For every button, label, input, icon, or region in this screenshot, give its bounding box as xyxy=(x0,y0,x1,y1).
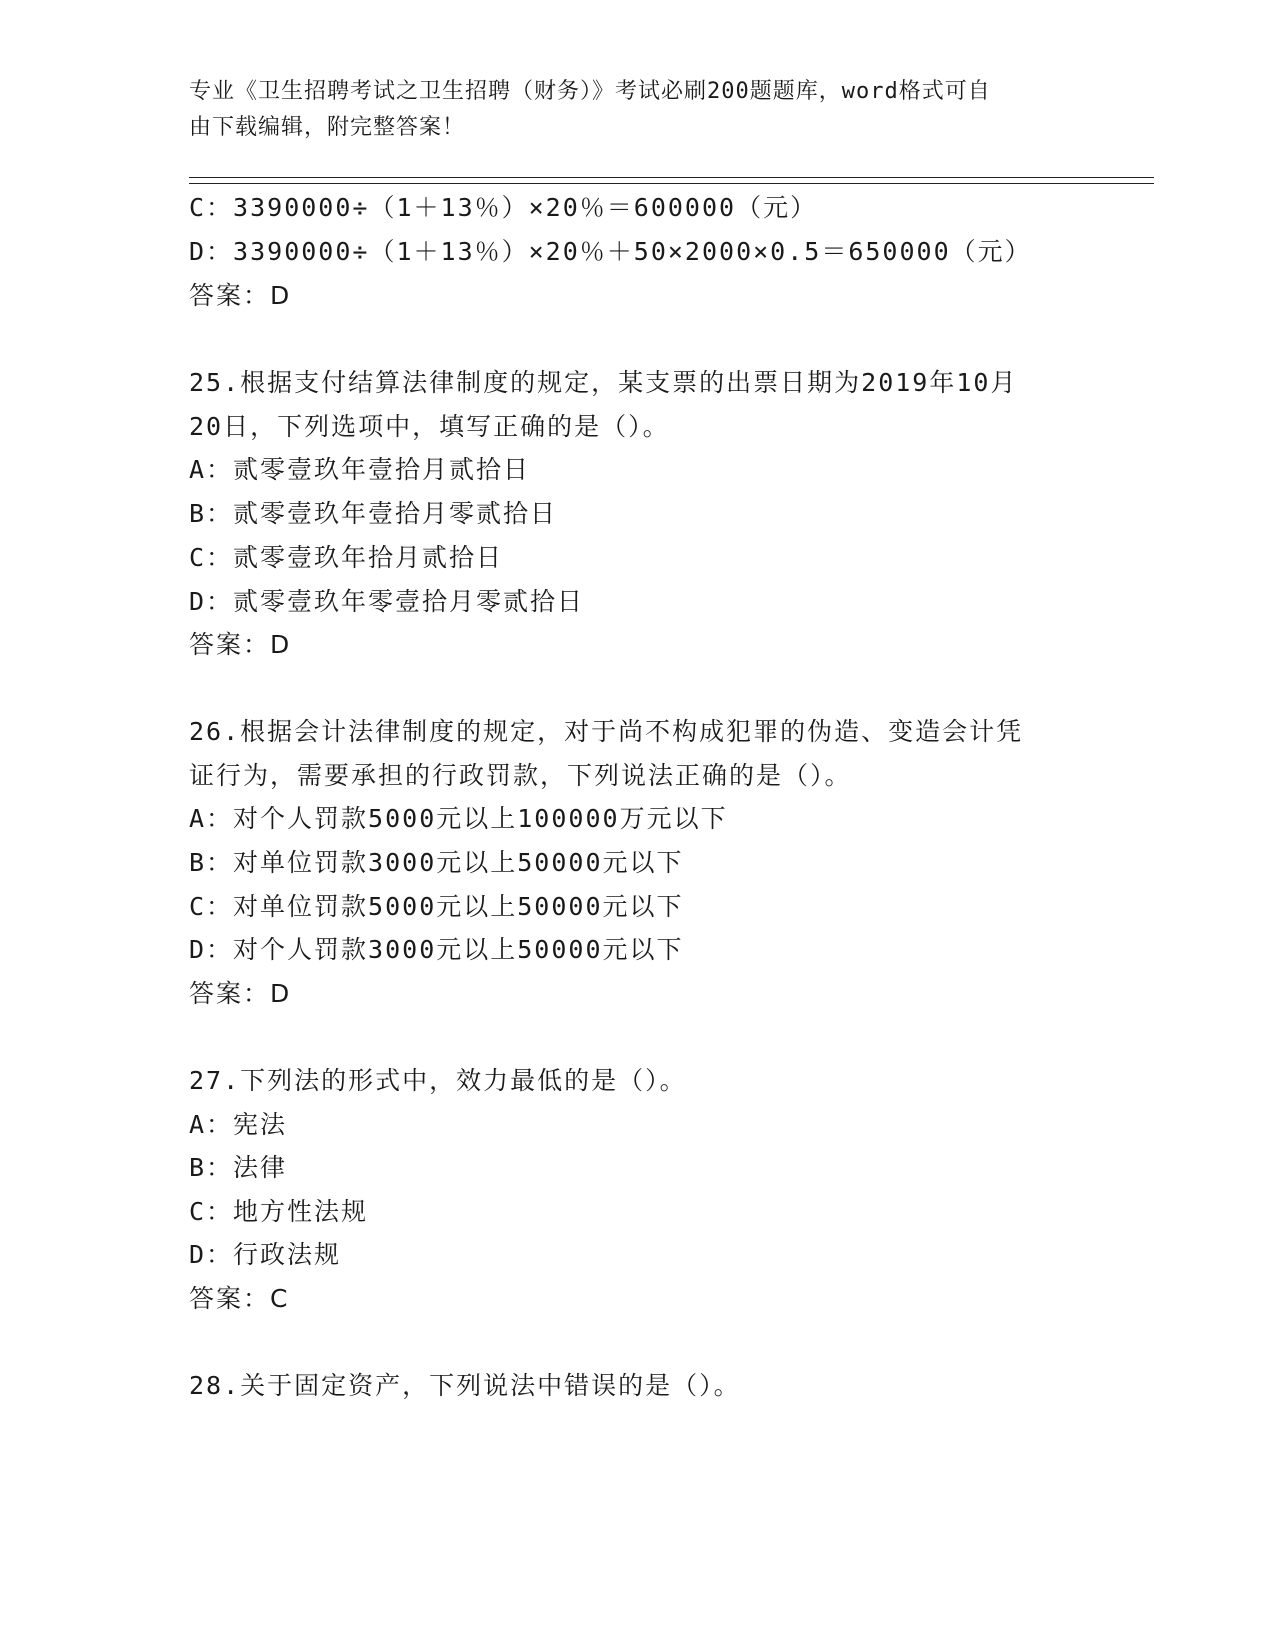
q25-stem-line-1: 25.根据支付结算法律制度的规定，某支票的出票日期为2019年10月 xyxy=(189,368,1018,397)
header-line-1: 专业《卫生招聘考试之卫生招聘（财务）》考试必刷200题题库，word格式可自 xyxy=(189,79,991,104)
q26-option-b: B：对单位罚款3000元以上50000元以下 xyxy=(189,848,684,877)
q27-option-c: C：地方性法规 xyxy=(189,1197,369,1226)
q27-stem-line-1: 27.下列法的形式中，效力最低的是（）。 xyxy=(189,1066,687,1095)
header-divider-bottom xyxy=(189,183,1154,184)
document-header xyxy=(189,74,1089,146)
prev-answer: 答案：D xyxy=(189,281,292,310)
q25-option-c: C：贰零壹玖年拾月贰拾日 xyxy=(189,543,504,572)
q25-option-d: D：贰零壹玖年零壹拾月零贰拾日 xyxy=(189,587,585,616)
q26-option-a: A：对个人罚款5000元以上100000万元以下 xyxy=(189,804,728,833)
q28-stem-line-1: 28.关于固定资产，下列说法中错误的是（）。 xyxy=(189,1371,741,1400)
header-line-2: 由下载编辑，附完整答案！ xyxy=(189,115,466,140)
q27-option-a: A：宪法 xyxy=(189,1110,288,1139)
q25-stem-line-2: 20日，下列选项中，填写正确的是（）。 xyxy=(189,412,670,441)
q26-stem-line-1: 26.根据会计法律制度的规定，对于尚不构成犯罪的伪造、变造会计凭 xyxy=(189,717,1024,746)
q26-option-c: C：对单位罚款5000元以上50000元以下 xyxy=(189,892,684,921)
q26-option-d: D：对个人罚款3000元以上50000元以下 xyxy=(189,935,684,964)
q25-option-b: B：贰零壹玖年壹拾月零贰拾日 xyxy=(189,499,558,528)
header-divider-top xyxy=(189,177,1154,178)
q27-option-d: D：行政法规 xyxy=(189,1240,342,1269)
q27-answer: 答案：C xyxy=(189,1284,290,1313)
prev-option-c: C：3390000÷（1＋13％）×20％＝600000（元） xyxy=(189,193,818,222)
q25-answer: 答案：D xyxy=(189,630,292,659)
q26-answer: 答案：D xyxy=(189,979,292,1008)
q27-option-b: B：法律 xyxy=(189,1153,288,1182)
prev-option-d: D：3390000÷（1＋13％）×20％＋50×2000×0.5＝650000（元） xyxy=(189,237,1032,266)
q26-stem-line-2: 证行为，需要承担的行政罚款，下列说法正确的是（）。 xyxy=(189,761,852,790)
q25-option-a: A：贰零壹玖年壹拾月贰拾日 xyxy=(189,455,531,484)
